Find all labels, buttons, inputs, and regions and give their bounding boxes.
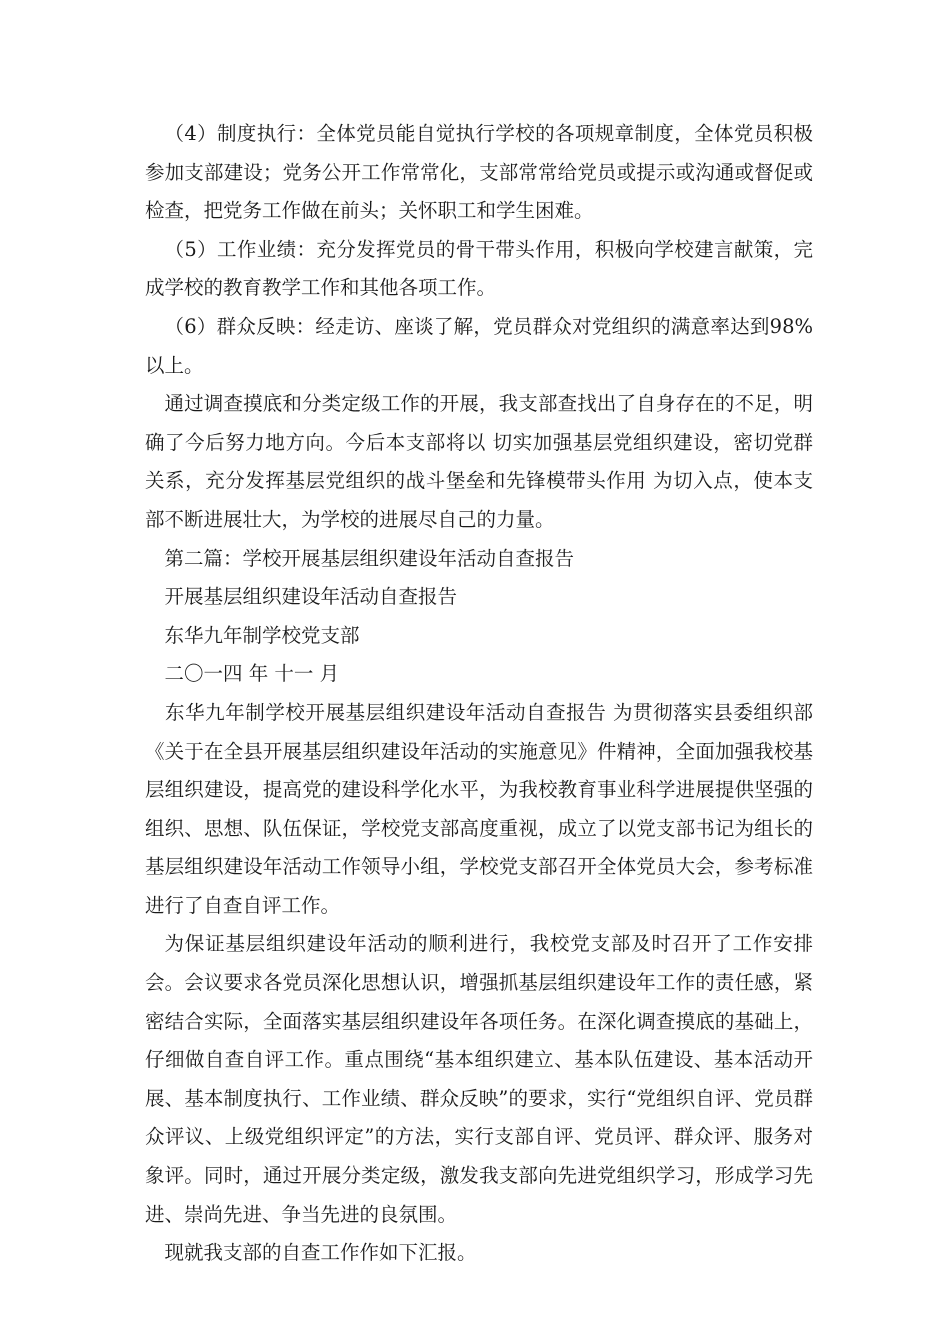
- report-date: 二〇一四 年 十一 月: [164, 662, 340, 686]
- paragraph-work-performance: （5）工作业绩：充分发挥党员的骨干带头作用，积极向学校建言献策，完成学校的教育教学工作和其他各项工作。: [145, 237, 813, 300]
- report-title: 开展基层组织建设年活动自查报告: [164, 585, 458, 609]
- paragraph-work-arrangement: 为保证基层组织建设年活动的顺利进行，我校党支部及时召开了工作安排会。会议要求各党员深化思想认识，增强抓基层组织建设年工作的责任感，紧密结合实际，全面落实基层组织建设年各项任务。在深化调查摸底的基础上，仔细做自查自评工作。重点围绕“基本组织建立、基本队伍建设、基本活动开展、基本制度执行、工作业绩、群众反映”的要求，实行“党组织自评、党员群众评议、上级党组织评定”的方法，实行支部自评、党员评、群众评、服务对象评。同时，通过开展分类定级，激发我支部向先进党组织学习，形成学习先进、崇尚先进、争当先进的良氛围。: [145, 932, 813, 1226]
- paragraph-conclusion: 通过调查摸底和分类定级工作的开展，我支部查找出了自身存在的不足，明确了今后努力地方向。今后本支部将以 切实加强基层党组织建设，密切党群关系，充分发挥基层党组织的战斗堡垒和先锋模带头作用 为切入点，使本支部不断进展壮大，为学校的进展尽自己的力量。: [145, 392, 813, 531]
- section-heading: 第二篇：学校开展基层组织建设年活动自查报告: [164, 546, 575, 570]
- paragraph-public-feedback: （6）群众反映：经走访、座谈了解，党员群众对党组织的满意率达到98%以上。: [145, 314, 813, 377]
- paragraph-system-execution: （4）制度执行：全体党员能自觉执行学校的各项规章制度，全体党员积极参加支部建设；党务公开工作常常化，支部常常给党员或提示或沟通或督促或检查，把党务工作做在前头；关怀职工和学生困难。: [145, 122, 813, 223]
- document-body: [145, 115, 813, 1273]
- report-organization: 东华九年制学校党支部: [164, 623, 360, 647]
- paragraph-report-summary: 现就我支部的自查工作作如下汇报。: [164, 1241, 477, 1265]
- paragraph-report-intro: 东华九年制学校开展基层组织建设年活动自查报告 为贯彻落实县委组织部《关于在全县开展基层组织建设年活动的实施意见》件精神，全面加强我校基层组织建设，提高党的建设科学化水平，为我校教育事业科学进展提供坚强的组织、思想、队伍保证，学校党支部高度重视，成立了以党支部书记为组长的基层组织建设年活动工作领导小组，学校党支部召开全体党员大会，参考标准进行了自查自评工作。: [145, 700, 813, 917]
